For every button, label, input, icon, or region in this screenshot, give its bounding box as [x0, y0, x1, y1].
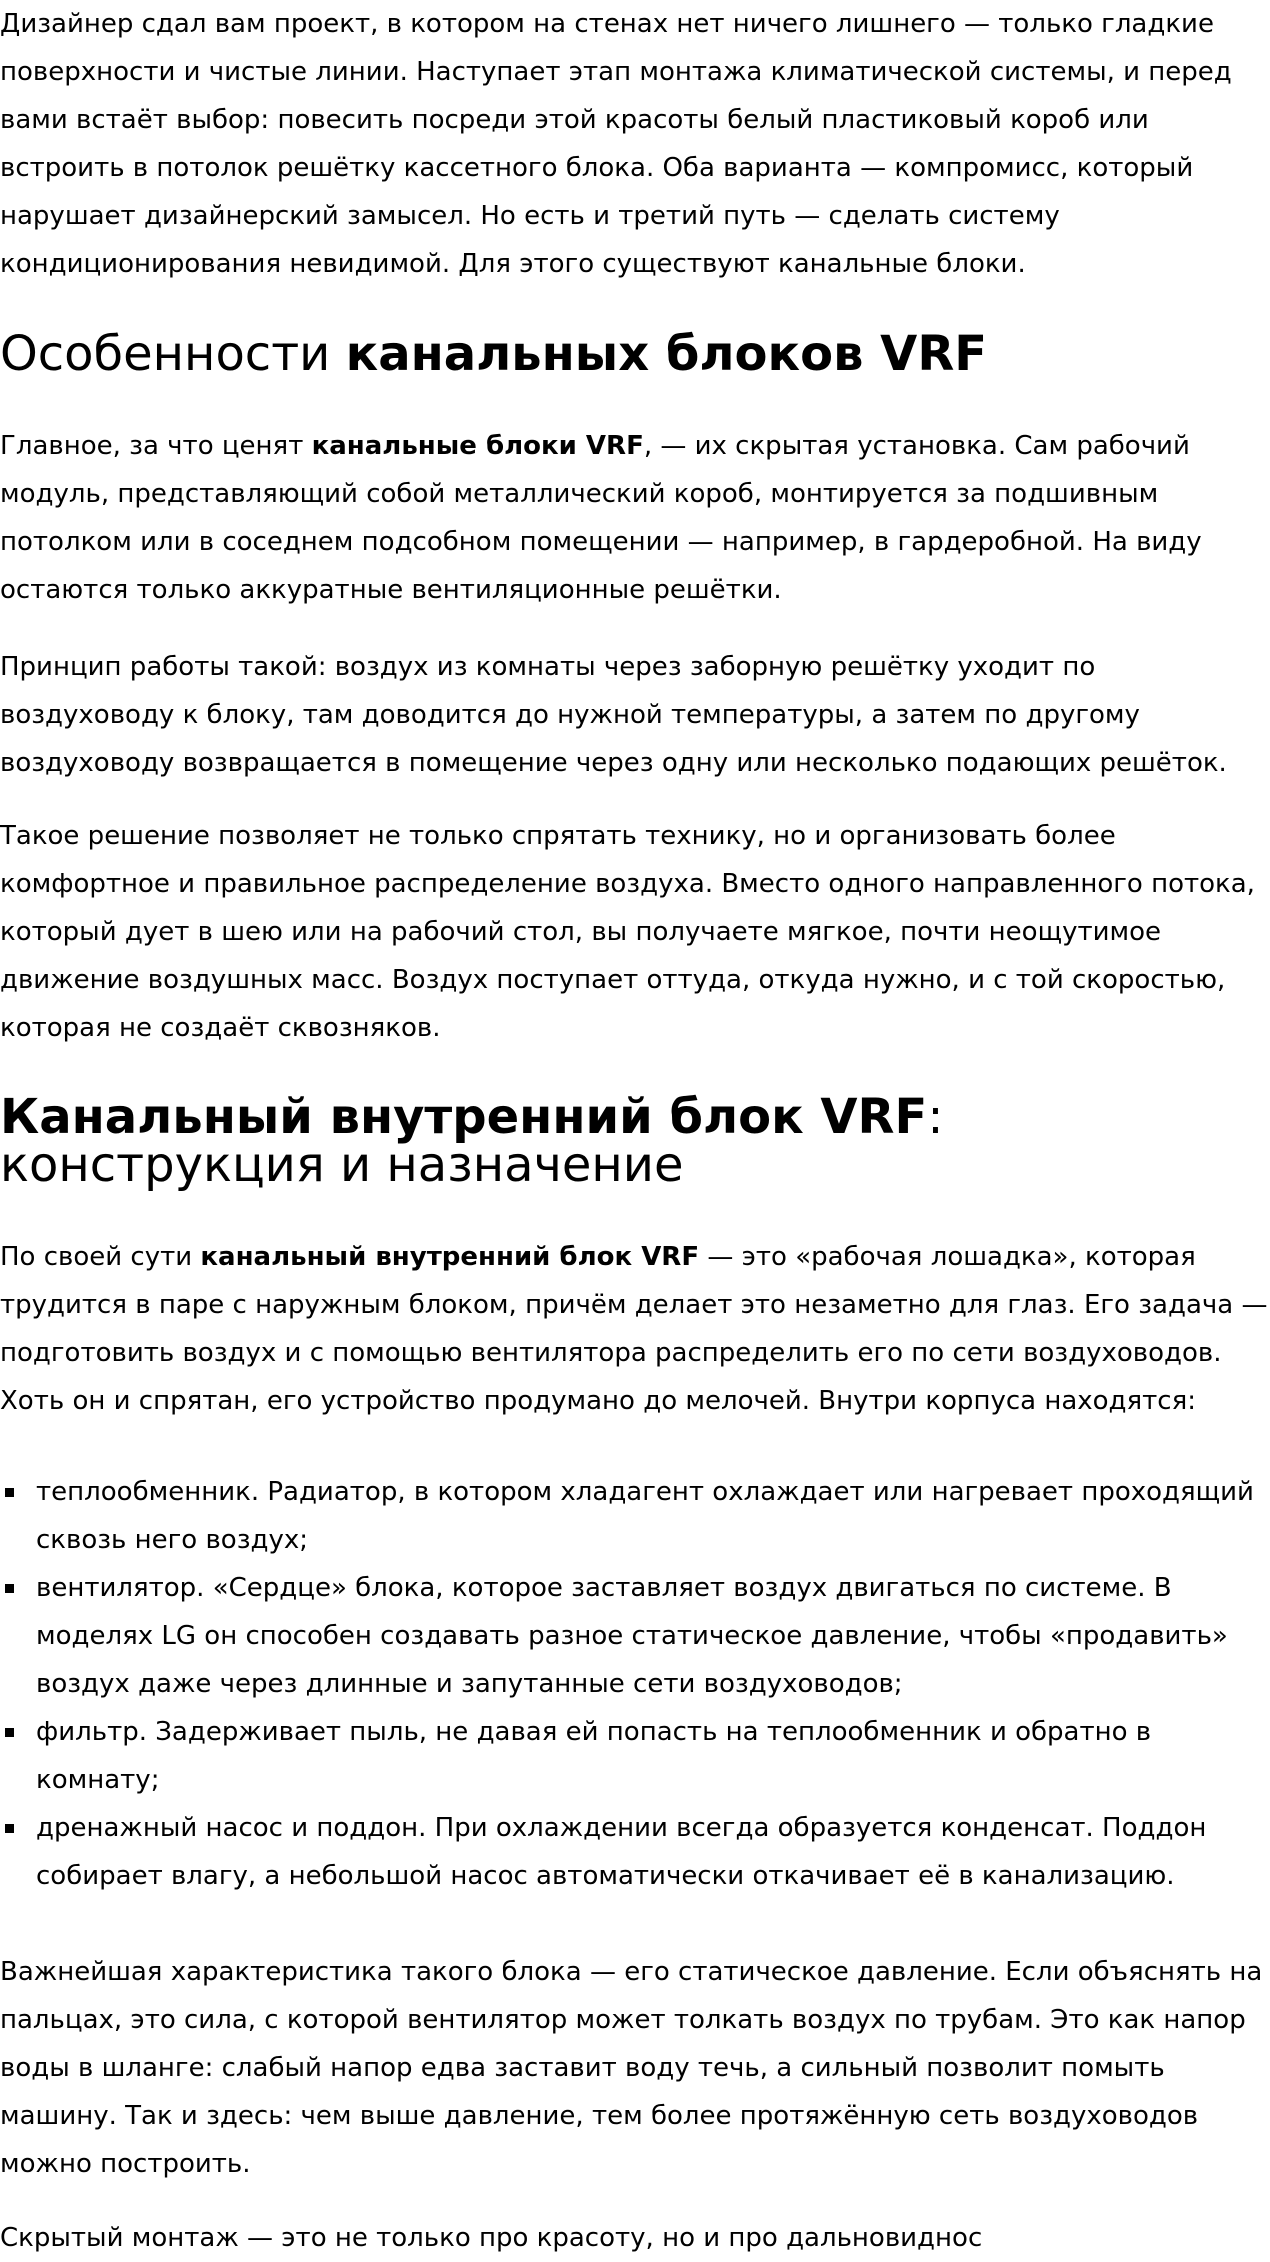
construction-paragraph-2: Важнейшая характеристика такого блока — его статическое давление. Если объяснять на пальцах, это сила, с которой вентилятор может толкать воздух по трубам. Это как напор воды в шланге: слабый напор едва заставит воду течь, а сильный позволит помыть машину. Так и здесь: чем выше давление, тем более протяжённую сеть воздуховодов можно построить.	[0, 1957, 1263, 2179]
square-bullet-icon	[5, 1488, 14, 1497]
bold-text: канальный внутренний блок VRF	[200, 1242, 700, 1272]
list-item-text: теплообменник. Радиатор, в котором хладагент охлаждает или нагревает проходящий сквозь него воздух;	[36, 1477, 1254, 1555]
text: Главное, за что ценят	[0, 431, 312, 461]
text: — это «рабочая лошадка», которая трудится в паре с наружным блоком, причём делает это незаметно для глаз. Его задача — подготовить воздух и с помощью вентилятора распределить его по сети воздуховодов. Хоть он и спрятан, его устройство продумано до мелочей. Внутри корпуса находятся:	[0, 1242, 1268, 1416]
list-item	[0, 1804, 1270, 1900]
features-paragraph-2: Принцип работы такой: воздух из комнаты через заборную решётку уходит по воздуховоду к блоку, там доводится до нужной температуры, а затем по другому воздуховоду возвращается в помещение через одну или несколько подающих решёток.	[0, 652, 1227, 778]
list-item	[0, 1564, 1270, 1708]
components-list	[0, 1468, 1270, 1900]
features-paragraph-1	[0, 422, 1270, 614]
list-item-text: дренажный насос и поддон. При охлаждении всегда образуется конденсат. Поддон собирает влагу, а небольшой насос автоматически откачивает её в канализацию.	[36, 1813, 1207, 1891]
bold-text: канальные блоки VRF	[311, 431, 644, 461]
list-item	[0, 1708, 1270, 1804]
list-item-text: фильтр. Задерживает пыль, не давая ей попасть на теплообменник и обратно в комнату;	[36, 1717, 1152, 1795]
intro-paragraph: Дизайнер сдал вам проект, в котором на стенах нет ничего лишнего — только гладкие поверхности и чистые линии. Наступает этап монтажа климатической системы, и перед вами встаёт выбор: повесить посреди этой красоты белый пластиковый короб или встроить в потолок решётку кассетного блока. Оба варианта — компромисс, который нарушает дизайнерский замысел. Но есть и третий путь — сделать систему кондиционирования невидимой. Для этого существуют канальные блоки.	[0, 9, 1232, 279]
square-bullet-icon	[5, 1824, 14, 1833]
list-item	[0, 1468, 1270, 1564]
text: , — их скрытая установка. Сам рабочий модуль, представляющий собой металлический короб, монтируется за подшивным потолком или в соседнем подсобном помещении — например, в гардеробной. На виду остаются только аккуратные вентиляционные решётки.	[0, 431, 1202, 605]
heading-bold: канальных блоков VRF	[345, 326, 988, 382]
construction-paragraph-1	[0, 1233, 1270, 1425]
square-bullet-icon	[5, 1728, 14, 1737]
heading-plain: Особенности	[0, 326, 346, 382]
heading-plain: : конструкция и назначение	[0, 1089, 944, 1193]
section-heading-construction	[0, 1089, 1250, 1193]
text: По своей сути	[0, 1242, 201, 1272]
construction-paragraph-3: Скрытый монтаж — это не только про красоту, но и про дальновиднос	[0, 2223, 983, 2253]
features-paragraph-3: Такое решение позволяет не только спрятать технику, но и организовать более комфортное и правильное распределение воздуха. Вместо одного направленного потока, который дует в шею или на рабочий стол, вы получаете мягкое, почти неощутимое движение воздушных масс. Воздух поступает оттуда, откуда нужно, и с той скоростью, которая не создаёт сквозняков.	[0, 821, 1255, 1043]
list-item-text: вентилятор. «Сердце» блока, которое заставляет воздух двигаться по системе. В моделях LG он способен создавать разное статическое давление, чтобы «продавить» воздух даже через длинные и запутанные сети воздуховодов;	[36, 1573, 1228, 1699]
square-bullet-icon	[5, 1584, 14, 1593]
section-heading-features	[0, 326, 1270, 382]
heading-bold: Канальный внутренний блок VRF	[0, 1089, 928, 1145]
